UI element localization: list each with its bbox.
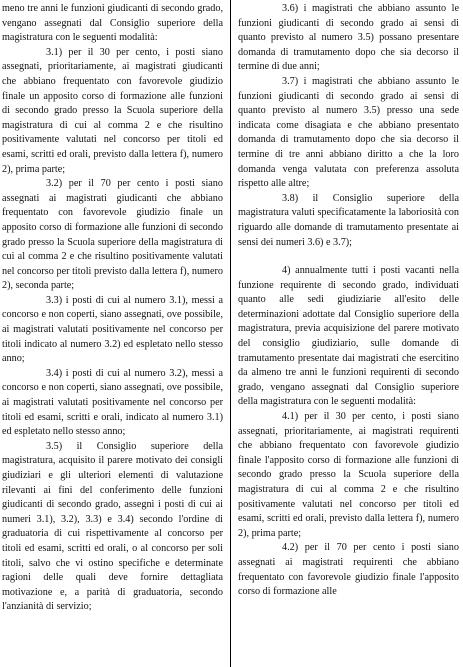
right-column [238, 2, 459, 600]
paragraph-gap [238, 250, 459, 264]
paragraph: 3.1) per il 30 per cento, i posti siano assegnati, prioritariamente, ai magistrati giudicanti che abbiano frequentato con favorevole giudizio finale un apposito corso di formazione alle funzioni di secondo grado presso la Scuola superiore della magistratura di cui al comma 2 e che risultino positivamente valutati nel concorso per titoli ed esami, scritti ed orali, previsto dalla lettera f), numero 2), prima parte; [2, 46, 223, 175]
paragraph: 3.7) i magistrati che abbiano assunto le funzioni giudicanti di secondo grado ai sensi di quanto previsto al numero 3.5) presso una sede indicata come disagiata e che abbiano presentato domanda di tramutamento dopo che sia decorso il termine di tre anni abbiano diritto a che la loro domanda venga valutata con preferenza assoluta rispetto alle altre; [238, 75, 459, 190]
paragraph: 4.1) per il 30 per cento, i posti siano assegnati, prioritariamente, ai magistrati requirenti che abbiano frequentato con favorevole giudizio finale l'apposito corso di formazione alle funzioni di secondo grado presso la Scuola superiore della magistratura di cui al comma 2 e che risultino positivamente valutati nel concorso per titoli ed esami, scritti ed orali, previsto dalla lettera f), numero 2), prima parte; [238, 411, 459, 539]
paragraph: 4.2) per il 70 per cento i posti siano assegnati ai magistrati requirenti che abbiano frequentato con favorevole giudizio finale l'apposito corso di formazione alle [238, 542, 459, 598]
paragraph: 3.4) i posti di cui al numero 3.2), messi a concorso e non coperti, siano assegnati, ove possibile, ai magistrati valutati positivamente nel concorso per titoli ed esami, scritti e orali, indicato al numero 3.1) ed espletato nello stesso anno; [2, 367, 223, 438]
column-divider [230, 0, 231, 667]
left-column [2, 2, 223, 615]
paragraph: 3.5) il Consiglio superiore della magistratura, acquisito il parere motivato dei consigli giudiziari e gli ulteriori elementi di valutazione rilevanti ai fini del conferimento delle funzioni giudicanti di secondo grado, assegni i posti di cui ai numeri 3.1), 3.2), 3.3) e 3.4) secondo l'ordine di graduatoria di cui rispettivamente al concorso per titoli ed esami, scritti ed orali, o al concorso per soli titoli, salvo che vi ostino specifiche e determinate ragioni delle quali deve fornire dettagliata motivazione e, a parità di graduatoria, secondo l'anzianità di servizio; [2, 440, 223, 613]
paragraph: 3.3) i posti di cui al numero 3.1), messi a concorso e non coperti, siano assegnati, ove possibile, ai magistrati valutati positivamente nel concorso per titoli indicato al numero 3.2) ed espletato nello stesso anno; [2, 294, 223, 365]
paragraph: 4) annualmente tutti i posti vacanti nella funzione requirente di secondo grado, individuati quanto alle sedi giudiziarie all'esito delle determinazioni adottate dal Consiglio superiore della magistratura, previa acquisizione del parere motivato del consiglio giudiziario, sulle domande di tramutamento presentate dai magistrati che esercitino da almeno tre anni le funzioni requirenti di secondo grado, vengano assegnati dal Consiglio superiore della magistratura con le seguenti modalità: [238, 265, 459, 408]
paragraph: meno tre anni le funzioni giudicanti di secondo grado, vengano assegnati dal Consiglio superiore della magistratura con le seguenti modalità: [2, 3, 223, 44]
paragraph: 3.8) il Consiglio superiore della magistratura valuti specificatamente la laboriosità con riguardo alle domande di tramutamento presentate ai sensi dei numeri 3.6) e 3.7); [238, 192, 459, 248]
paragraph: 3.6) i magistrati che abbiano assunto le funzioni giudicanti di secondo grado ai sensi di quanto previsto al numero 3.5) possano presentare domanda di tramutamento dopo che sia decorso il termine di due anni; [238, 3, 459, 73]
paragraph: 3.2) per il 70 per cento i posti siano assegnati ai magistrati giudicanti che abbiano frequentato con favorevole giudizio finale un apposito corso di formazione alle funzioni di secondo grado presso la Scuola superiore della magistratura di cui al comma 2 e che risultino positivamente valutati nel concorso per titoli previsto dalla lettera f), numero 2), seconda parte; [2, 178, 223, 292]
